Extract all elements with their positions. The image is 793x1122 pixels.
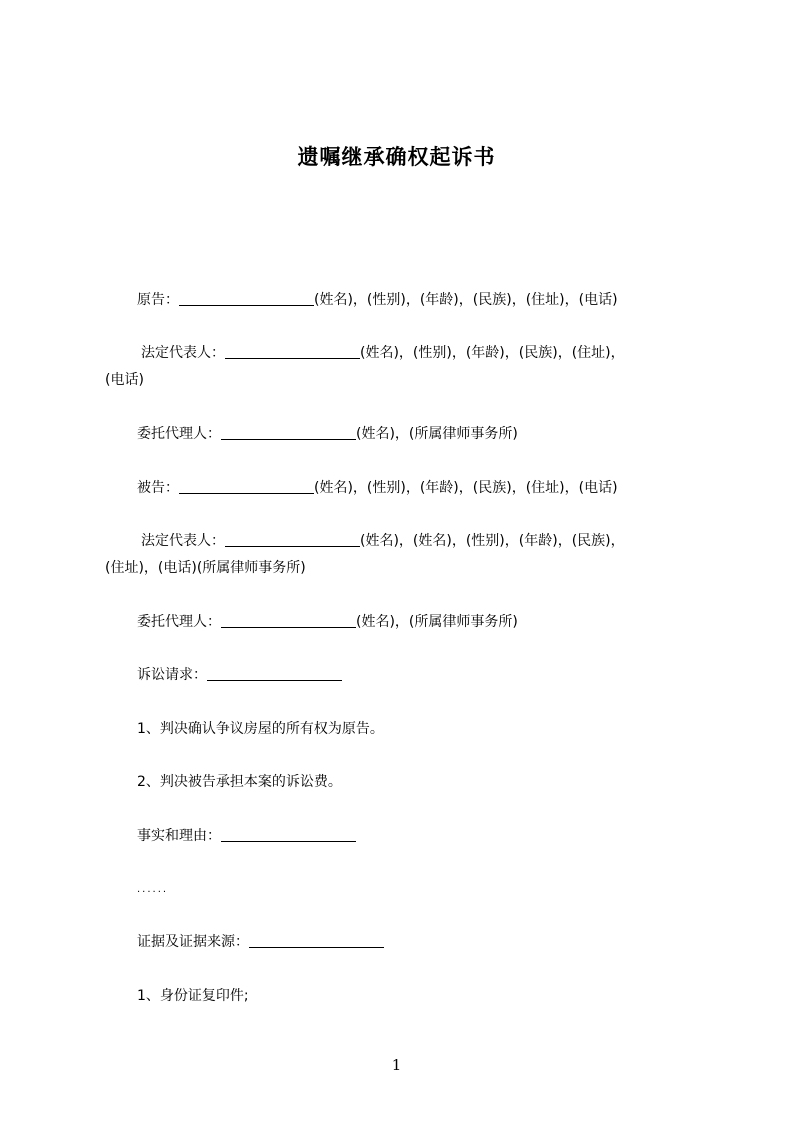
evidence-blank[interactable] (249, 933, 384, 948)
facts-blank[interactable] (221, 827, 356, 842)
facts-line (105, 826, 697, 846)
defendant-rep-fields-2: (住址)，(电话)(所属律师事务所) (105, 560, 306, 576)
defendant-rep-name-blank[interactable] (225, 532, 360, 547)
claims-line (105, 665, 697, 685)
plaintiff-line (105, 290, 697, 310)
evidence-label: 证据及证据来源： (137, 934, 249, 950)
list-item: 1、身份证复印件; (137, 988, 249, 1004)
defendant-rep-label: 法定代表人： (141, 533, 225, 549)
defendant-line (105, 478, 697, 498)
plaintiff-rep-fields-2: (电话) (105, 372, 144, 388)
page-number: 1 (391, 1056, 402, 1074)
plaintiff-agent-fields: (姓名)，(所属律师事务所) (356, 426, 518, 442)
defendant-fields: (姓名)，(性别)，(年龄)，(民族)，(住址)，(电话) (314, 480, 618, 496)
plaintiff-rep-line (105, 340, 697, 394)
evidence-line (105, 932, 697, 952)
plaintiff-rep-fields-1: (姓名)，(性别)，(年龄)，(民族)，(住址)， (360, 345, 625, 361)
claims-blank[interactable] (207, 666, 342, 681)
defendant-label: 被告： (137, 480, 179, 496)
plaintiff-agent-name-blank[interactable] (221, 425, 356, 440)
defendant-rep-line (105, 528, 697, 582)
plaintiff-fields: (姓名)，(性别)，(年龄)，(民族)，(住址)，(电话) (314, 292, 618, 308)
facts-ellipsis: ...... (137, 884, 169, 895)
plaintiff-rep-label: 法定代表人： (141, 345, 225, 361)
defendant-agent-name-blank[interactable] (221, 613, 356, 628)
defendant-name-blank[interactable] (179, 479, 314, 494)
defendant-agent-fields: (姓名)，(所属律师事务所) (356, 614, 518, 630)
claims-label: 诉讼请求： (137, 667, 207, 683)
defendant-agent-line (105, 612, 697, 632)
plaintiff-label: 原告： (137, 292, 179, 308)
defendant-rep-fields-1: (姓名)，(姓名)，(性别)，(年龄)，(民族)， (360, 533, 625, 549)
document-title: 遗嘱继承确权起诉书 (297, 145, 496, 169)
plaintiff-rep-name-blank[interactable] (225, 344, 360, 359)
plaintiff-agent-line (105, 424, 697, 444)
list-item: 1、判决确认争议房屋的所有权为原告。 (137, 721, 384, 737)
plaintiff-agent-label: 委托代理人： (137, 426, 221, 442)
list-item: 2、判决被告承担本案的诉讼费。 (137, 774, 342, 790)
defendant-agent-label: 委托代理人： (137, 614, 221, 630)
plaintiff-name-blank[interactable] (179, 291, 314, 306)
facts-label: 事实和理由： (137, 828, 221, 844)
